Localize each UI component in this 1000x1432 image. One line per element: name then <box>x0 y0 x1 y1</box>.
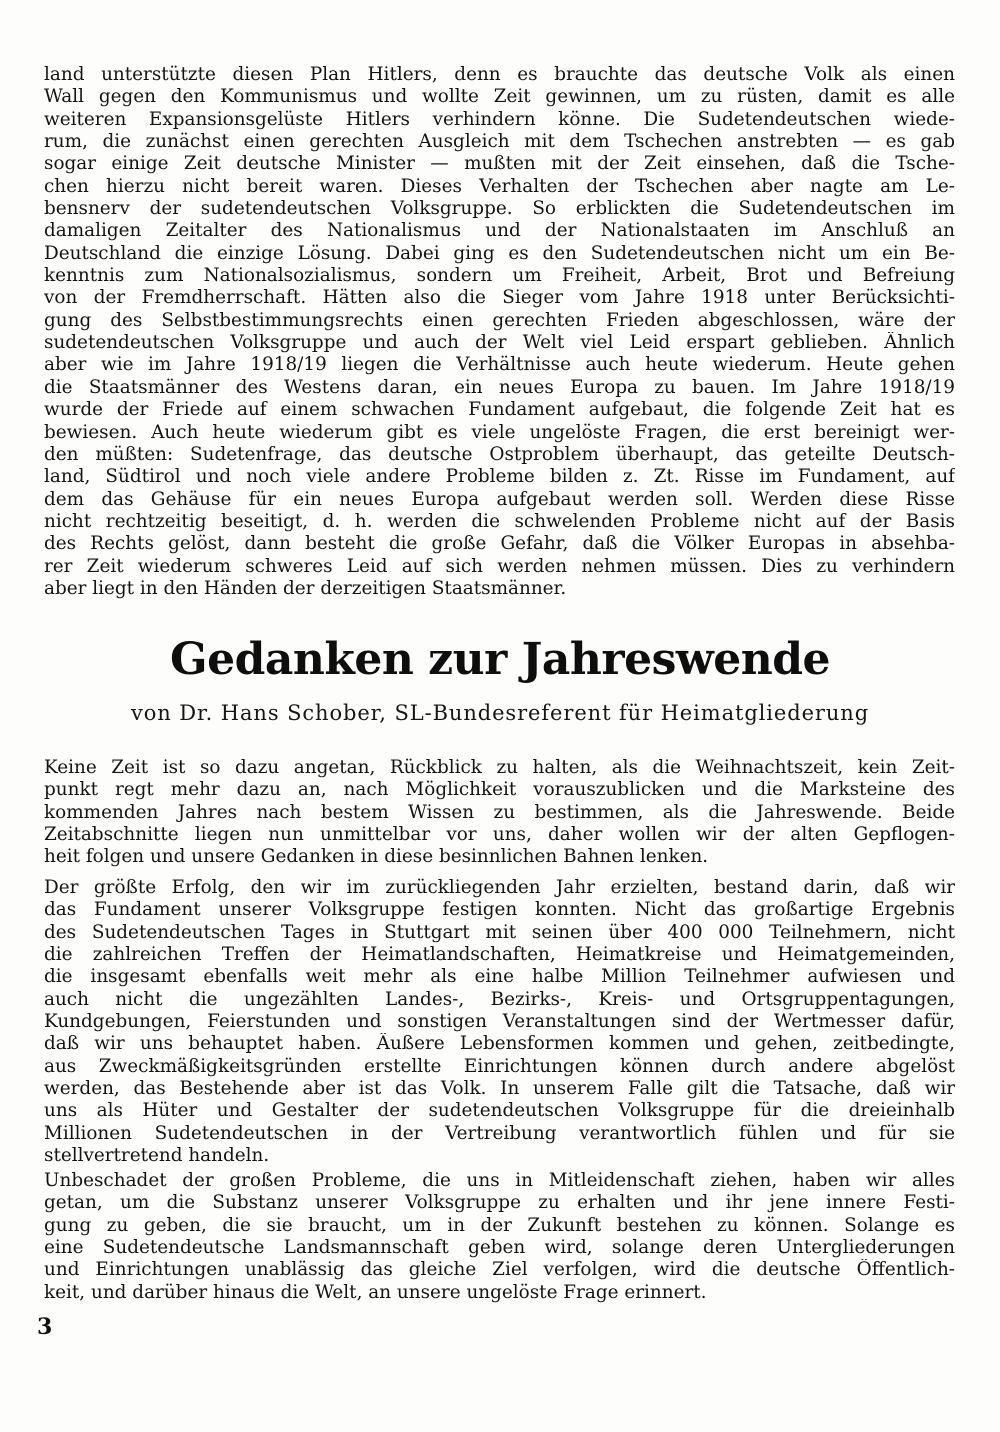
text-line: eine Sudetendeutsche Landsmannschaft geben wird, solange deren Untergliederungen <box>44 1237 955 1259</box>
text-line: daß wir uns behauptet haben. Äußere Lebensformen kommen und gehen, zeitbedingte, <box>44 1033 955 1055</box>
text-line: getan, um die Substanz unserer Volksgruppe zu erhalten und ihr jene innere Festi- <box>44 1192 955 1214</box>
text-line: Kundgebungen, Feierstunden und sonstigen Veranstaltungen sind der Wertmesser dafür, <box>44 1011 955 1033</box>
text-line: auch nicht die ungezählten Landes-, Bezirks-, Kreis- und Ortsgruppentagungen, <box>44 988 955 1010</box>
text-line: den müßten: Sudetenfrage, das deutsche Ostproblem überhaupt, das geteilte Deutsch- <box>44 443 955 465</box>
text-line: weiteren Expansionsgelüste Hitlers verhindern könne. Die Sudetendeutschen wiede- <box>44 108 955 130</box>
text-line: aber wie im Jahre 1918/19 liegen die Verhältnisse auch heute wiederum. Heute gehen <box>44 354 955 376</box>
text-line: und Einrichtungen unablässig das gleiche Ziel verfolgen, wird die deutsche Öffentlich- <box>44 1259 955 1281</box>
text-line: stellvertretend handeln. <box>44 1145 270 1167</box>
paragraph-continuation <box>44 64 955 600</box>
text-line: wurde der Friede auf einem schwachen Fundament aufgebaut, die folgende Zeit hat es <box>44 399 955 421</box>
text-line: des Rechts gelöst, dann besteht die große Gefahr, daß die Völker Europas in absehba- <box>44 533 955 555</box>
text-line: Millionen Sudetendeutschen in der Vertreibung verantwortlich fühlen und für sie <box>44 1122 955 1144</box>
text-line: Zeitabschnitte liegen nun unmittelbar vor uns, daher wollen wir der alten Gepflogen- <box>44 824 955 846</box>
text-line: die insgesamt ebenfalls weit mehr als eine halbe Million Teilnehmer aufwiesen und <box>44 966 955 988</box>
paragraph-intro <box>44 757 955 869</box>
text-line: Unbeschadet der großen Probleme, die uns in Mitleidenschaft ziehen, haben wir alles <box>44 1170 955 1191</box>
text-line: die zahlreichen Treffen der Heimatlandschaften, Heimatkreise und Heimatgemeinden, <box>44 944 955 966</box>
text-line: punkt regt mehr dazu an, nach Möglichkeit vorauszublicken und die Marksteine des <box>44 779 955 801</box>
text-line: aber liegt in den Händen der derzeitigen Staatsmänner. <box>44 577 567 599</box>
text-line: rer Zeit wiederum schweres Leid auf sich werden nehmen müssen. Dies zu verhindern <box>44 555 955 577</box>
text-line: heit folgen und unsere Gedanken in diese besinnlichen Bahnen lenken. <box>44 846 709 868</box>
text-line: bensnerv der sudetendeutschen Volksgruppe. So erblickten die Sudetendeutschen im <box>44 198 955 220</box>
text-line: das Fundament unserer Volksgruppe festigen konnten. Nicht das großartige Ergebnis <box>44 899 955 921</box>
text-line: Deutschland die einzige Lösung. Dabei ging es den Sudetendeutschen nicht um ein Be- <box>44 242 955 264</box>
text-line: gung des Selbstbestimmungsrechts einen gerechten Frieden abgeschlossen, wäre der <box>44 309 955 331</box>
text-line: sudetendeutschen Volksgruppe und auch der Welt viel Leid erspart geblieben. Ähnlich <box>44 332 955 354</box>
text-line: kommenden Jahres nach bestem Wissen zu bestimmen, als die Jahreswende. Beide <box>44 801 955 823</box>
text-line: land, Südtirol und noch viele andere Probleme bilden z. Zt. Risse im Fundament, auf <box>44 466 955 488</box>
text-line: kenntnis zum Nationalsozialismus, sondern um Freiheit, Arbeit, Brot und Befreiung <box>44 265 955 287</box>
page-number: 3 <box>37 1314 53 1340</box>
article-title: Gedanken zur Jahreswende <box>170 634 830 685</box>
text-line: Keine Zeit ist so dazu angetan, Rückblick zu halten, als die Weihnachtszeit, kein Zeit- <box>44 757 955 778</box>
text-line: werden, das Bestehende aber ist das Volk. In unserem Falle gilt die Tatsache, daß wir <box>44 1078 955 1100</box>
text-line: damaligen Zeitalter des Nationalismus und der Nationalstaaten im Anschluß an <box>44 220 955 242</box>
text-line: Der größte Erfolg, den wir im zurückliegenden Jahr erzielten, bestand darin, daß wir <box>44 877 955 898</box>
text-line: Wall gegen den Kommunismus und wollte Zeit gewinnen, um zu rüsten, damit es alle <box>44 86 955 108</box>
text-line: chen hierzu nicht bereit waren. Dieses Verhalten der Tschechen aber nagte am Le- <box>44 175 955 197</box>
text-line: aus Zweckmäßigkeitsgründen erstellte Einrichtungen können durch andere abgelöst <box>44 1055 955 1077</box>
text-line: land unterstützte diesen Plan Hitlers, denn es brauchte das deutsche Volk als einen <box>44 64 955 85</box>
paragraph-erfolg <box>44 877 955 1167</box>
text-line: des Sudetendeutschen Tages in Stuttgart mit seinen über 400 000 Teilnehmern, nicht <box>44 921 955 943</box>
text-line: gung zu geben, die sie braucht, um in der Zukunft bestehen zu können. Solange es <box>44 1214 955 1236</box>
text-line: sogar einige Zeit deutsche Minister — mußten mit der Zeit einsehen, daß die Tsche- <box>44 153 955 175</box>
text-line: von der Fremdherrschaft. Hätten also die Sieger vom Jahre 1918 unter Berücksichti- <box>44 287 955 309</box>
text-line: bewiesen. Auch heute wiederum gibt es viele ungelöste Fragen, die erst bereinigt wer- <box>44 421 955 443</box>
article-byline: von Dr. Hans Schober, SL-Bundesreferent für Heimatgliederung <box>130 701 870 725</box>
text-line: dem das Gehäuse für ein neues Europa aufgebaut werden soll. Werden diese Risse <box>44 488 955 510</box>
paragraph-unbeschadet <box>44 1170 955 1304</box>
text-line: keit, und darüber hinaus die Welt, an unsere ungelöste Frage erinnert. <box>44 1281 707 1303</box>
text-line: nicht rechtzeitig beseitigt, d. h. werden die schwelenden Probleme nicht auf der Basis <box>44 510 955 532</box>
text-line: die Staatsmänner des Westens daran, ein neues Europa zu bauen. Im Jahre 1918/19 <box>44 376 955 398</box>
text-line: uns als Hüter und Gestalter der sudetendeutschen Volksgruppe für die dreieinhalb <box>44 1100 955 1122</box>
text-line: rum, die zunächst einen gerechten Ausgleich mit dem Tschechen anstrebten — es gab <box>44 131 955 153</box>
